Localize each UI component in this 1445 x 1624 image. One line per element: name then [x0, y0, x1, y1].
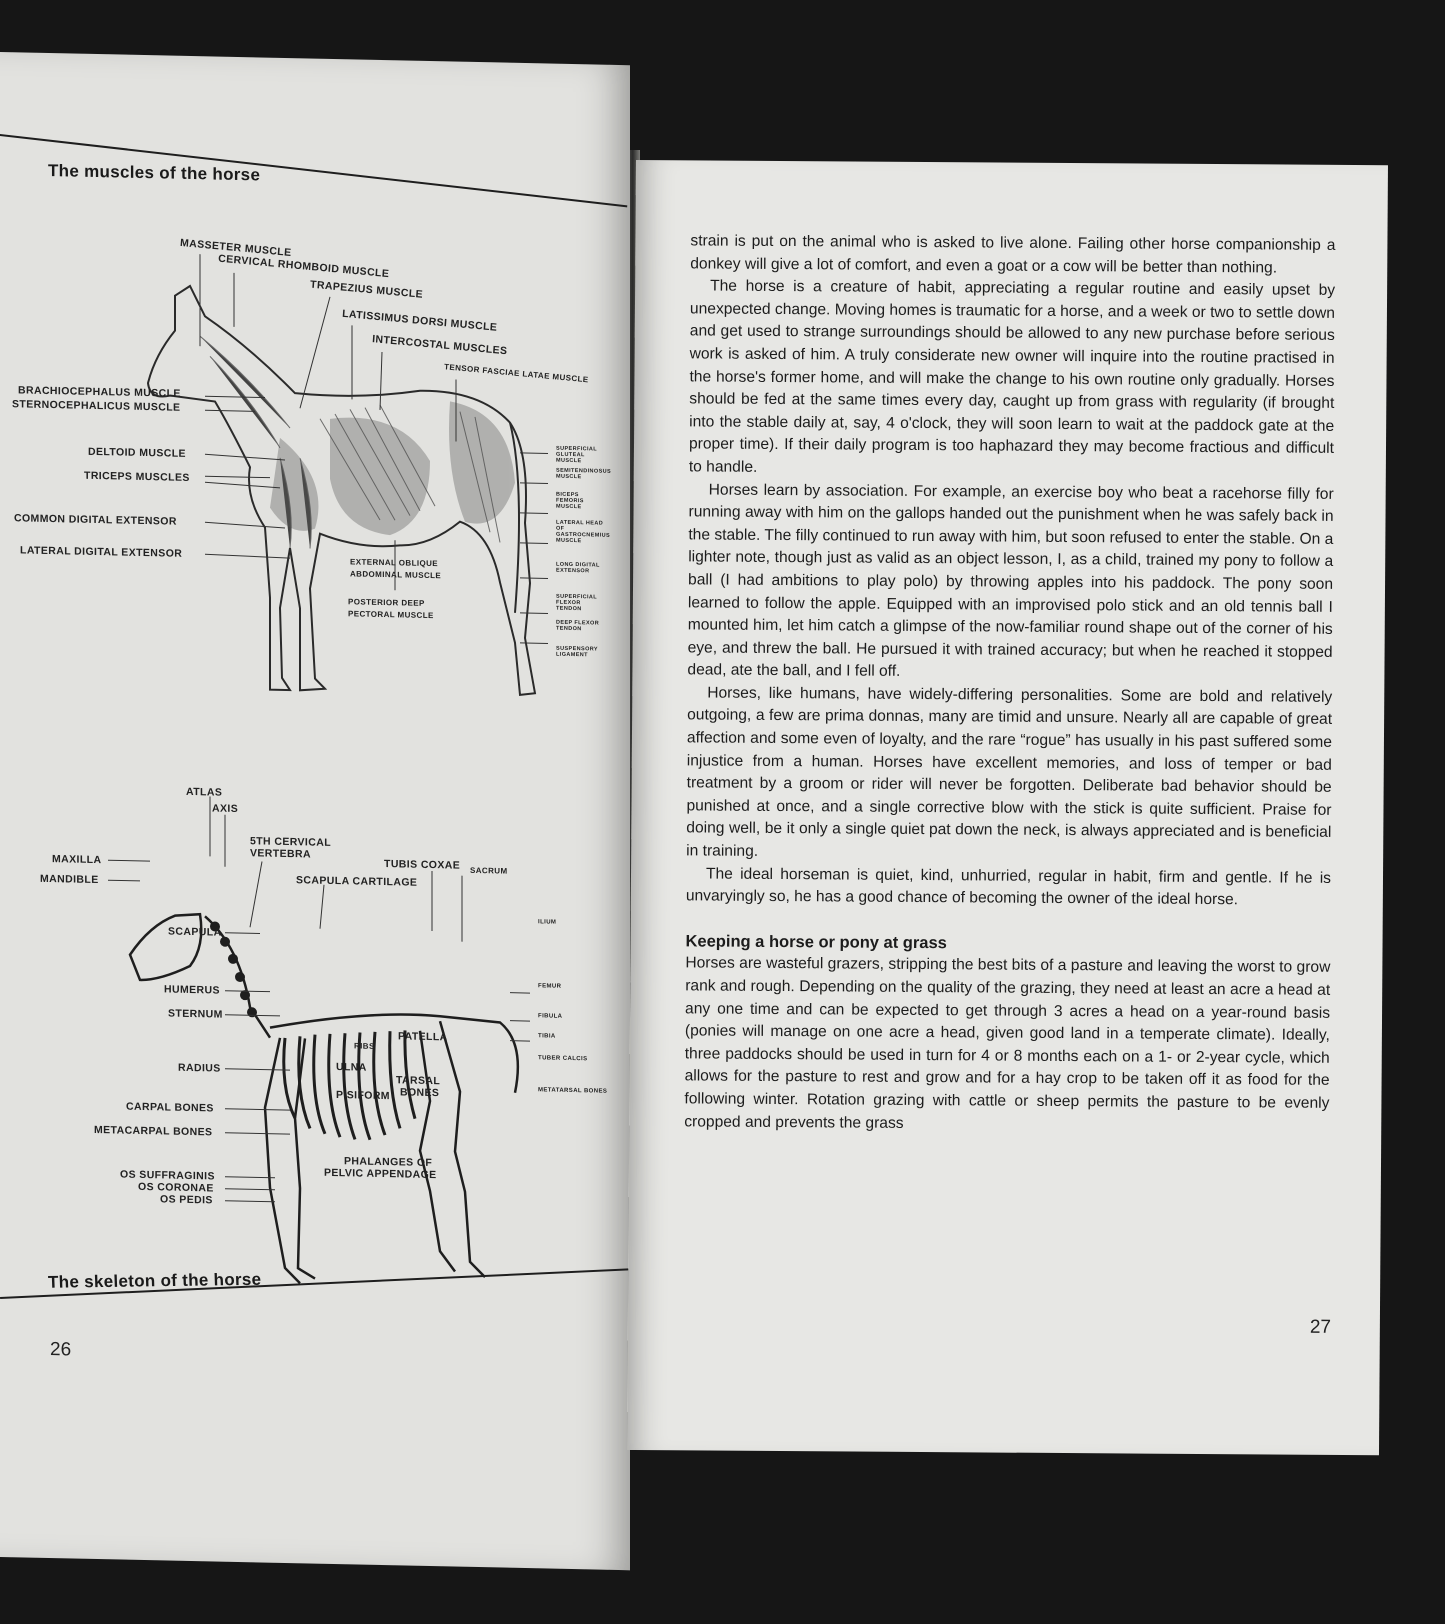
label-common-digital: COMMON DIGITAL EXTENSOR — [14, 512, 177, 528]
label-maxilla: MAXILLA — [52, 853, 102, 867]
muscle-leader-lines — [0, 232, 630, 685]
label-pisiform: PISIFORM — [336, 1089, 390, 1103]
label-long-digital: LONG DIGITAL EXTENSOR — [556, 561, 600, 575]
paragraph-3: Horses learn by association. For example, an exercise boy who beat a racehorse filly for running away with him on the gallops handed out the punishment when he was safely back in the stable. The filly continued to run away with him, but soon refused to enter the stable. On a lighter note, though just as valid as an object lesson, I, as a child, trained my pony to follow a ball (I had ambitions to play polo) by throwing apples into his paddock. The pony soon learned to follow the apple. Equipped with an improvised polo stick and an old tennis ball I mounted him, let him catch a glimpse of the now-familiar round shape out of the corner of his eye, and threw the ball. He pursued it with trained accuracy; but when he reached it stopped dead, ate the ball, and I fell off. — [687, 481, 1334, 681]
label-cervical-2: VERTEBRA — [250, 847, 311, 861]
label-tarsal-1: TARSAL — [396, 1074, 441, 1088]
label-posterior-deep-2: PECTORAL MUSCLE — [348, 609, 434, 621]
label-phalanges-1: PHALANGES OF — [344, 1155, 433, 1170]
label-metacarpal: METACARPAL BONES — [94, 1123, 213, 1139]
label-external-oblique-1: EXTERNAL OBLIQUE — [350, 557, 439, 569]
label-suspensory: SUSPENSORY LIGAMENT — [556, 645, 598, 659]
label-tarsal-2: BONES — [400, 1086, 440, 1100]
label-humerus: HUMERUS — [164, 983, 220, 997]
skeleton-leader-lines — [0, 792, 630, 1225]
label-masseter: MASSETER MUSCLE — [179, 236, 292, 259]
label-metatarsal: METATARSAL BONES — [538, 1087, 608, 1095]
label-lateral-digital: LATERAL DIGITAL EXTENSOR — [20, 544, 183, 560]
label-scapula: SCAPULA — [168, 925, 222, 939]
label-posterior-deep-1: POSTERIOR DEEP — [348, 597, 425, 608]
section-paragraph: Horses are wasteful grazers, stripping the best bits of a pasture and leaving the worst to grow rank and rough. Depending on the quality of the grazing, they need at least an acre a head at any one time and can be expected to get through 3 acres a head on a year-round basis (ponies will manage on one acre a head, given good land in a temperate climate). Ideally, three paddocks should be used in turn for 4 or 8 months each on a 1- or 2-year cycle, which allows for the pasture to rest and grow and for a hay crop to be taken off it as food for the following winter. Rotation grazing with cattle or sheep permits the pasture to be evenly cropped and prevents the grass — [684, 954, 1331, 1132]
label-deltoid: DELTOID MUSCLE — [88, 445, 186, 460]
label-sacrum: SACRUM — [470, 865, 508, 876]
label-os-suffraginis: OS SUFFRAGINIS — [120, 1168, 215, 1183]
left-page-number: 26 — [50, 1339, 72, 1361]
label-atlas: ATLAS — [186, 785, 223, 799]
label-trapezius: TRAPEZIUS MUSCLE — [309, 278, 424, 301]
label-radius: RADIUS — [178, 1061, 221, 1075]
label-cervical-1: 5TH CERVICAL — [250, 835, 332, 849]
left-page — [0, 52, 630, 1570]
paragraph-2: The horse is a creature of habit, appreciating a regular routine and easily upset by unexpected change. Moving homes is traumatic for a horse, and a week or two to settle down and get used to strange surroundings should be allowed to any new purchase before serious work is asked of him. A truly considerate new owner will inquire into the routine practised in the horse's former home, and will make the change to his own routine only gradually. Horses should be fed at the same times every day, caught up from grass with regularity (if brought into the stable daily at, say, 4 o'clock, they will soon learn to wait at the paddock gate at the proper time). If their daily program is too haphazard they may become fractious and difficult to handle. — [688, 277, 1336, 476]
label-external-oblique-2: ABDOMINAL MUSCLE — [350, 569, 442, 581]
body-text — [684, 230, 1335, 1138]
label-biceps-femoris: BICEPS FEMORIS MUSCLE — [556, 491, 584, 511]
label-tuber-calcis: TUBER CALCIS — [538, 1055, 588, 1063]
label-superficial-flexor: SUPERFICIAL FLEXOR TENDON — [556, 593, 597, 613]
label-sternum: STERNUM — [168, 1007, 223, 1021]
muscles-caption: The muscles of the horse — [48, 161, 261, 185]
label-semitendinosus: SEMITENDINOSUS MUSCLE — [556, 467, 612, 481]
label-ilium: ILIUM — [538, 919, 557, 926]
section-heading: Keeping a horse or pony at grass — [685, 932, 947, 953]
right-page — [627, 160, 1388, 1455]
label-os-pedis: OS PEDIS — [160, 1193, 213, 1207]
label-deep-flexor: DEEP FLEXOR TENDON — [556, 619, 600, 633]
label-triceps: TRICEPS MUSCLES — [84, 469, 190, 484]
label-phalanges-2: PELVIC APPENDAGE — [324, 1166, 437, 1182]
label-tibia: TIBIA — [538, 1033, 556, 1040]
label-fibula: FIBULA — [538, 1013, 563, 1020]
label-ulna: ULNA — [336, 1061, 367, 1074]
label-os-coronae: OS CORONAE — [138, 1180, 214, 1195]
paragraph-1: strain is put on the animal who is asked to live alone. Failing other horse companionship a donkey will give a lot of comfort, and even a goat or a cow will be better than nothing. — [690, 232, 1336, 277]
label-cervical-rhomboid: CERVICAL RHOMBOID MUSCLE — [217, 252, 390, 281]
label-axis: AXIS — [212, 802, 239, 815]
label-femur: FEMUR — [538, 983, 562, 990]
label-superficial-gluteal: SUPERFICIAL GLUTEAL MUSCLE — [556, 445, 597, 465]
label-carpal: CARPAL BONES — [126, 1100, 214, 1115]
label-scapula-cartilage: SCAPULA CARTILAGE — [296, 874, 418, 889]
paragraph-4: Horses, like humans, have widely-differing personalities. Some are bold and relatively outgoing, a few are prima donnas, many are timid and unsure. Nearly all are capable of great affection and some even of loyalty, and the rare “rogue” has usually in his past suffered some injustice from a human. Horses have excellent memories, and loss of temper or bad treatment by a groom or rider will never be forgotten. Deliberate bad behavior should be punished at once, and a single corrective blow with the stick is quite sufficient. Praise for doing well, be it only a single quiet pat down the neck, is always appreciated and is beneficial in training. — [686, 684, 1333, 860]
label-mandible: MANDIBLE — [40, 872, 99, 887]
right-page-number: 27 — [1309, 1316, 1332, 1338]
label-lateral-gastrocnemius: LATERAL HEAD OF GASTROCNEMIUS MUSCLE — [556, 519, 611, 545]
label-sternocephalicus: STERNOCEPHALICUS MUSCLE — [12, 398, 181, 414]
paragraph-5: The ideal horseman is quiet, kind, unhurried, regular in habit, firm and gentle. If he is unvaryingly so, he has a good chance of becoming the owner of the ideal horse. — [685, 865, 1332, 909]
label-ribs: RIBS — [354, 1041, 375, 1051]
label-intercostal: INTERCOSTAL MUSCLES — [371, 333, 508, 358]
label-brachiocephalus: BRACHIOCEPHALUS MUSCLE — [18, 384, 181, 400]
label-tensor: TENSOR FASCIAE LATAE MUSCLE — [443, 362, 589, 385]
label-latissimus: LATISSIMUS DORSI MUSCLE — [341, 307, 498, 334]
skeleton-caption: The skeleton of the horse — [47, 1269, 262, 1292]
label-patella: PATELLA — [398, 1030, 448, 1044]
label-tubis-coxae: TUBIS COXAE — [384, 858, 461, 872]
